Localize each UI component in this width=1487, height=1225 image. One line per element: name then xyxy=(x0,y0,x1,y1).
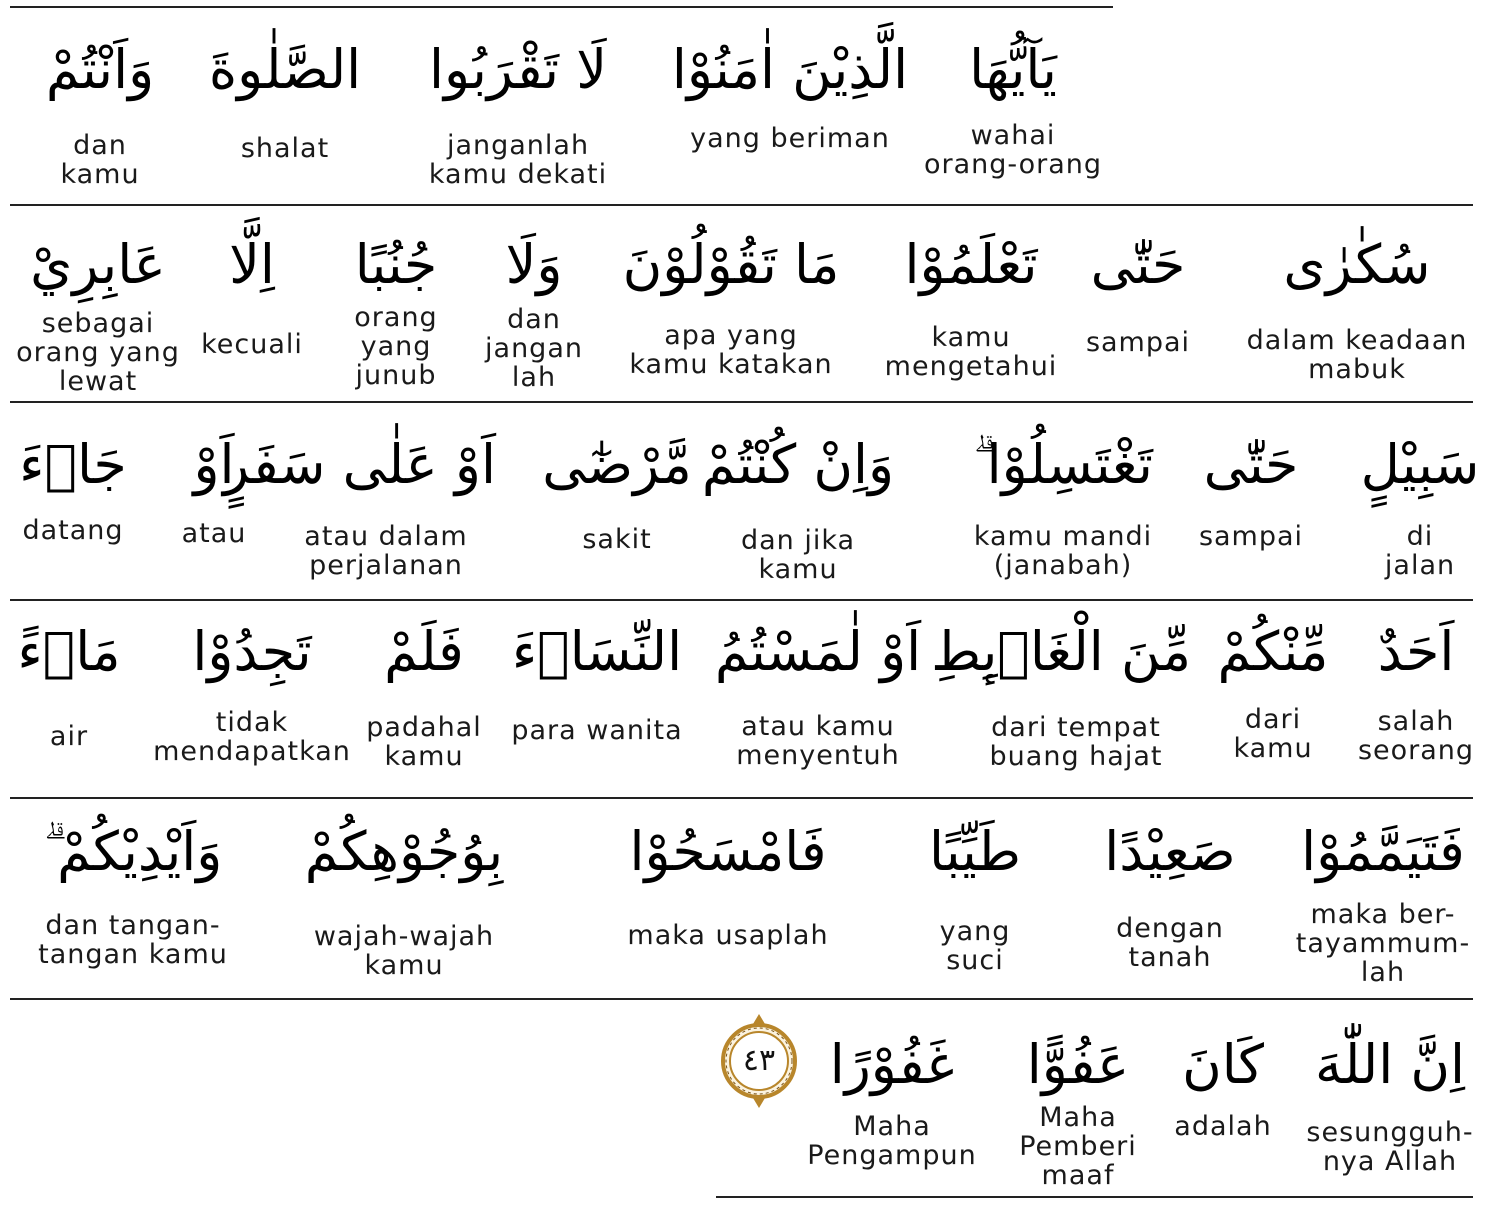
translation-line: adalah xyxy=(1174,1111,1272,1142)
word-cell xyxy=(787,1025,997,1225)
translation-line: tidak xyxy=(215,707,289,738)
arabic-word: سُكٰرٰى xyxy=(1283,233,1431,296)
word-translation xyxy=(190,134,380,163)
translation-line: yang xyxy=(360,331,432,362)
word-cell xyxy=(1355,425,1485,625)
translation-line: kamu katakan xyxy=(629,349,833,380)
row-divider xyxy=(10,797,1473,799)
translation-line: apa yang xyxy=(664,320,798,351)
word-translation xyxy=(3,309,193,396)
translation-line: tanah xyxy=(1128,942,1212,973)
word-translation xyxy=(349,713,499,771)
translation-line: Maha xyxy=(853,1111,931,1142)
translation-line: suci xyxy=(946,945,1004,976)
word-translation xyxy=(1290,1118,1487,1176)
word-translation xyxy=(542,525,692,554)
word-cell xyxy=(1283,812,1483,1012)
word-translation xyxy=(910,917,1040,975)
translation-line: lewat xyxy=(58,366,138,397)
word-translation xyxy=(284,922,524,980)
arabic-word: النِّسَاۤءَ xyxy=(511,620,683,683)
ayah-number: ٤٣ xyxy=(742,1043,776,1078)
word-translation xyxy=(403,131,633,189)
arabic-word: فَلَمْ xyxy=(384,620,464,683)
translation-line: sampai xyxy=(1085,327,1191,358)
translation-line: mabuk xyxy=(1308,354,1406,385)
row-divider xyxy=(10,401,1473,403)
translation-line: dari tempat xyxy=(991,712,1161,743)
word-translation xyxy=(142,708,362,766)
arabic-word: عَابِرِيْ xyxy=(30,233,166,296)
translation-line: maka ber- xyxy=(1310,899,1456,930)
translation-line: salah xyxy=(1377,706,1455,737)
translation-line: Pemberi xyxy=(1019,1131,1137,1162)
translation-line: dan xyxy=(73,130,127,161)
row-divider xyxy=(10,204,1473,206)
arabic-word: اِلَّا xyxy=(229,233,275,296)
translation-line: mengetahui xyxy=(884,351,1058,382)
word-cell xyxy=(284,812,524,1012)
translation-line: atau kamu xyxy=(741,711,895,742)
translation-line: orang yang xyxy=(16,337,180,368)
translation-line: mendapatkan xyxy=(153,736,351,767)
translation-line: dan tangan- xyxy=(45,910,221,941)
word-translation xyxy=(961,713,1191,771)
word-translation xyxy=(479,305,589,392)
translation-line: datang xyxy=(22,515,124,546)
arabic-word: الصَّلٰوةَ xyxy=(208,38,362,101)
translation-line: orang xyxy=(354,302,438,333)
word-cell xyxy=(918,30,1108,230)
arabic-word: اَوْ لٰمَسْتُمُ xyxy=(714,620,922,683)
translation-line: sampai xyxy=(1198,521,1304,552)
translation-line: dalam keadaan xyxy=(1246,325,1468,356)
word-cell xyxy=(403,30,633,230)
arabic-word: مَّرْضٰٓى xyxy=(542,433,692,496)
row-divider xyxy=(10,998,1473,1000)
arabic-word: فَتَيَمَّمُوْا xyxy=(1301,820,1465,883)
word-cell xyxy=(1290,1025,1487,1225)
translation-line: padahal xyxy=(366,712,482,743)
word-cell xyxy=(948,425,1178,625)
arabic-word: مَا تَقُوْلُوْنَ xyxy=(622,233,840,296)
word-cell xyxy=(598,812,858,1012)
arabic-word: حَتّٰى xyxy=(1203,433,1299,496)
word-cell xyxy=(1341,612,1487,812)
translation-line: jangan xyxy=(485,333,583,364)
translation-line: dan jika xyxy=(740,525,856,556)
arabic-word: بِوُجُوْهِكُمْ xyxy=(304,820,504,883)
translation-line: atau dalam xyxy=(304,521,468,552)
word-cell xyxy=(349,612,499,812)
arabic-word: وَاَيْدِيْكُمْ ۗ xyxy=(43,820,223,883)
translation-line: atau xyxy=(181,518,247,549)
word-cell xyxy=(1186,425,1316,625)
translation-line: tangan kamu xyxy=(38,939,228,970)
arabic-word: وَاَنْتُمْ xyxy=(45,38,155,101)
arabic-word: اَوْ عَلٰى سَفَرٍ xyxy=(223,433,496,496)
arabic-word: غَفُوْرًا xyxy=(829,1033,955,1096)
word-translation xyxy=(871,323,1071,381)
word-cell xyxy=(13,812,253,1012)
word-cell xyxy=(703,612,933,812)
arabic-word: مِّنْكُمْ xyxy=(1217,620,1329,683)
translation-line: buang hajat xyxy=(989,741,1163,772)
translation-line: yang xyxy=(939,916,1011,947)
word-translation xyxy=(1186,522,1316,551)
word-cell xyxy=(931,612,1191,812)
word-translation xyxy=(698,526,898,584)
translation-line: perjalanan xyxy=(309,550,463,581)
word-cell xyxy=(14,612,124,812)
word-cell xyxy=(601,225,861,425)
arabic-word: يَآيُّهَا xyxy=(969,38,1057,101)
word-translation xyxy=(25,131,175,189)
arabic-word: وَلَا xyxy=(505,233,563,296)
arabic-word: اَوْ xyxy=(193,433,235,496)
word-cell xyxy=(1163,1025,1283,1225)
word-translation xyxy=(1355,522,1485,580)
translation-line: kamu dekati xyxy=(428,159,608,190)
word-cell xyxy=(187,225,317,425)
translation-line: wahai xyxy=(970,120,1056,151)
ayah-number-marker xyxy=(718,1012,800,1110)
word-translation xyxy=(13,911,253,969)
row-divider xyxy=(10,6,1113,8)
row-divider xyxy=(10,599,1473,601)
translation-line: di xyxy=(1406,521,1434,552)
arabic-word: سَبِيْلٍ xyxy=(1360,433,1480,496)
translation-line: orang-orang xyxy=(923,149,1103,180)
word-cell xyxy=(1073,225,1203,425)
word-translation xyxy=(703,712,933,770)
word-cell xyxy=(190,30,380,230)
arabic-word: جَاۤءَ xyxy=(19,433,127,496)
word-cell xyxy=(223,425,496,625)
word-cell xyxy=(3,425,143,625)
word-translation xyxy=(159,519,269,548)
translation-line: sesungguh- xyxy=(1306,1117,1474,1148)
translation-line: lah xyxy=(511,362,557,393)
translation-line: nya Allah xyxy=(1322,1146,1458,1177)
word-cell xyxy=(1213,612,1333,812)
translation-line: sebagai xyxy=(41,308,155,339)
translation-line: seorang xyxy=(1357,735,1475,766)
word-translation xyxy=(787,1112,997,1170)
translation-line: dan xyxy=(507,304,561,335)
arabic-word: تَغْتَسِلُوْا ۗ xyxy=(973,433,1153,496)
row-divider xyxy=(716,1196,1473,1198)
word-translation xyxy=(341,303,451,390)
word-cell xyxy=(698,425,898,625)
translation-line: kamu xyxy=(60,159,140,190)
translation-line: sakit xyxy=(582,524,652,555)
word-translation xyxy=(187,330,317,359)
translation-line: kamu xyxy=(1233,733,1313,764)
translation-line: junub xyxy=(355,360,437,391)
word-translation xyxy=(1227,326,1487,384)
word-cell xyxy=(142,612,362,812)
translation-line: kamu xyxy=(384,741,464,772)
translation-line: maaf xyxy=(1041,1160,1115,1191)
translation-line: menyentuh xyxy=(736,740,900,771)
translation-line: air xyxy=(49,721,89,752)
translation-line: kamu mandi xyxy=(973,521,1153,552)
translation-line: kamu xyxy=(931,322,1011,353)
arabic-word: وَاِنْ كُنْتُمْ xyxy=(701,433,895,496)
word-cell xyxy=(1227,225,1487,425)
arabic-word: اَحَدٌ xyxy=(1377,620,1455,683)
word-translation xyxy=(276,522,496,580)
word-translation xyxy=(14,722,124,751)
arabic-word: تَجِدُوْا xyxy=(192,620,312,683)
translation-line: jalan xyxy=(1384,550,1456,581)
word-cell xyxy=(1003,1025,1153,1225)
arabic-word: عَفُوًّا xyxy=(1026,1033,1130,1096)
word-translation xyxy=(1163,1112,1283,1141)
word-translation xyxy=(601,321,861,379)
word-translation xyxy=(918,121,1108,179)
word-cell xyxy=(542,425,692,625)
word-cell xyxy=(25,30,175,230)
translation-line: shalat xyxy=(240,133,330,164)
word-translation xyxy=(1213,705,1333,763)
translation-line: wajah-wajah xyxy=(313,921,495,952)
translation-line: para wanita xyxy=(511,715,683,746)
word-cell xyxy=(341,225,451,425)
translation-line: kamu xyxy=(364,950,444,981)
arabic-word: مَاۤءً xyxy=(17,620,121,683)
arabic-word: حَتّٰى xyxy=(1090,233,1186,296)
word-translation xyxy=(948,522,1178,580)
arabic-word: جُنُبًا xyxy=(354,233,438,296)
translation-line: Pengampun xyxy=(807,1140,977,1171)
arabic-word: مِّنَ الْغَاۤىِٕطِ xyxy=(931,620,1191,683)
translation-line: kamu xyxy=(758,554,838,585)
translation-line: janganlah xyxy=(446,130,590,161)
translation-line: lah xyxy=(1360,957,1406,988)
arabic-word: تَعْلَمُوْا xyxy=(904,233,1038,296)
word-translation xyxy=(502,716,692,745)
word-translation xyxy=(1283,900,1483,987)
word-cell xyxy=(3,225,193,425)
arabic-word: لَا تَقْرَبُوا xyxy=(428,38,608,101)
translation-line: maka usaplah xyxy=(627,920,829,951)
word-translation xyxy=(1073,328,1203,357)
arabic-word: كَانَ xyxy=(1182,1033,1264,1096)
word-translation xyxy=(665,124,915,153)
translation-line: tayammum- xyxy=(1295,928,1471,959)
arabic-word: الَّذِيْنَ اٰمَنُوْا xyxy=(671,38,909,101)
word-cell xyxy=(479,225,589,425)
word-translation xyxy=(1341,707,1487,765)
word-cell xyxy=(502,612,692,812)
word-cell xyxy=(159,425,269,625)
arabic-word: فَامْسَحُوْا xyxy=(629,820,827,883)
translation-line: kecuali xyxy=(201,329,303,360)
word-cell xyxy=(871,225,1071,425)
translation-line: Maha xyxy=(1039,1102,1117,1133)
arabic-word: صَعِيْدًا xyxy=(1104,820,1236,883)
word-cell xyxy=(665,30,915,230)
arabic-word: اِنَّ اللّٰهَ xyxy=(1314,1033,1466,1096)
translation-line: dengan xyxy=(1116,913,1224,944)
word-translation xyxy=(598,921,858,950)
word-translation xyxy=(1085,914,1255,972)
translation-line: (janabah) xyxy=(993,550,1133,581)
word-translation xyxy=(1003,1103,1153,1190)
arabic-word: طَيِّبًا xyxy=(928,820,1022,883)
translation-line: dari xyxy=(1244,704,1302,735)
word-cell xyxy=(910,812,1040,1012)
word-translation xyxy=(3,516,143,545)
word-cell xyxy=(1085,812,1255,1012)
translation-line: yang beriman xyxy=(690,123,890,154)
